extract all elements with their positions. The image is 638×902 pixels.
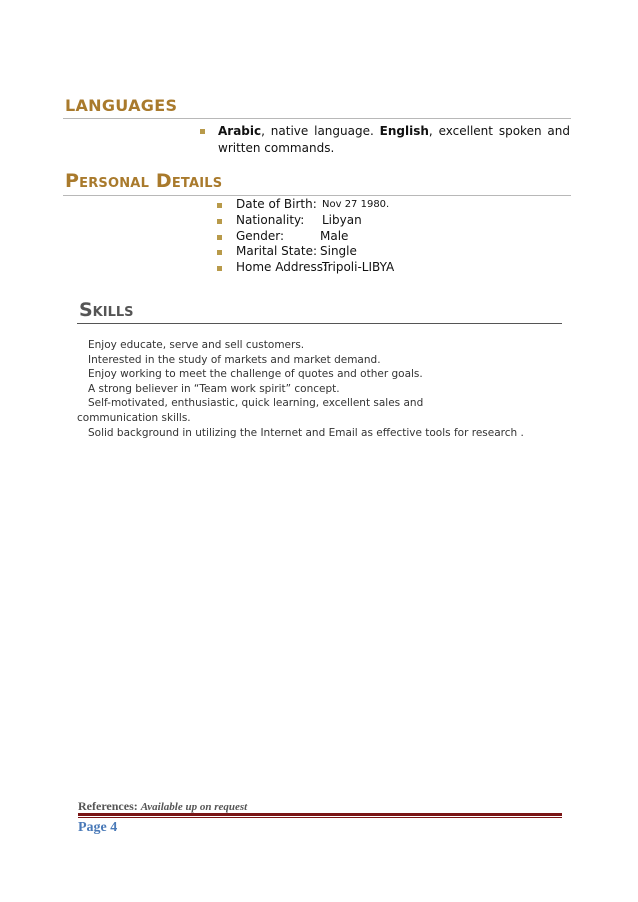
- detail-value: Libyan: [322, 212, 362, 227]
- skills-heading: Skills: [79, 299, 134, 321]
- references: [78, 799, 247, 814]
- language-english-desc: , excellent spoken and written commands.: [218, 124, 570, 155]
- language-arabic-desc: , native language.: [261, 124, 380, 138]
- bullet-icon: [217, 235, 222, 240]
- detail-value: Single: [320, 244, 357, 259]
- personal-details-heading: Personal Details: [65, 170, 223, 192]
- detail-label: Marital State:: [236, 244, 317, 259]
- personal-details-list: [236, 197, 395, 276]
- skill-line: Enjoy educate, serve and sell customers.: [88, 339, 305, 351]
- skill-line: Self-motivated, enthusiastic, quick learning, excellent sales and: [88, 397, 424, 410]
- personal-details-divider: [63, 195, 571, 196]
- languages-heading: LANGUAGES: [65, 96, 178, 115]
- detail-label: Date of Birth:: [236, 197, 317, 211]
- detail-label: Nationality:: [236, 212, 305, 227]
- skills-divider: [77, 323, 562, 324]
- references-label: References:: [78, 799, 138, 813]
- page-number: Page 4: [78, 820, 118, 835]
- detail-label: Gender:: [236, 228, 285, 243]
- skill-line: Enjoy working to meet the challenge of quotes and other goals.: [88, 368, 423, 381]
- skill-line: A strong believer in “Team work spirit” concept.: [88, 382, 340, 395]
- language-arabic: Arabic: [218, 124, 262, 138]
- skill-line: Solid background in utilizing the Internet and Email as effective tools for research .: [88, 426, 524, 439]
- footer-rule-thin: [78, 817, 562, 818]
- languages-text: [218, 123, 570, 157]
- bullet-icon: [217, 203, 222, 208]
- language-english: English: [379, 124, 429, 138]
- bullet-icon: [217, 250, 222, 255]
- bullet-icon: [217, 219, 222, 224]
- bullet-icon: [217, 266, 222, 271]
- bullet-icon: [200, 129, 205, 134]
- footer-rule: [78, 813, 562, 816]
- detail-value: Male: [320, 228, 349, 243]
- list-item: [236, 228, 349, 245]
- detail-label: Home Address:: [236, 260, 328, 275]
- list-item: [236, 244, 357, 260]
- detail-value: Nov 27 1980.: [322, 199, 390, 210]
- languages-divider: [63, 118, 571, 119]
- detail-value: Tripoli-LIBYA: [322, 260, 395, 275]
- skill-line: Interested in the study of markets and market demand.: [88, 353, 381, 366]
- skills-list: [77, 338, 547, 440]
- list-item: [236, 212, 362, 229]
- skill-line: communication skills.: [77, 411, 191, 424]
- list-item: [236, 197, 390, 213]
- references-value: Available up on request: [140, 801, 248, 813]
- list-item: [236, 260, 395, 276]
